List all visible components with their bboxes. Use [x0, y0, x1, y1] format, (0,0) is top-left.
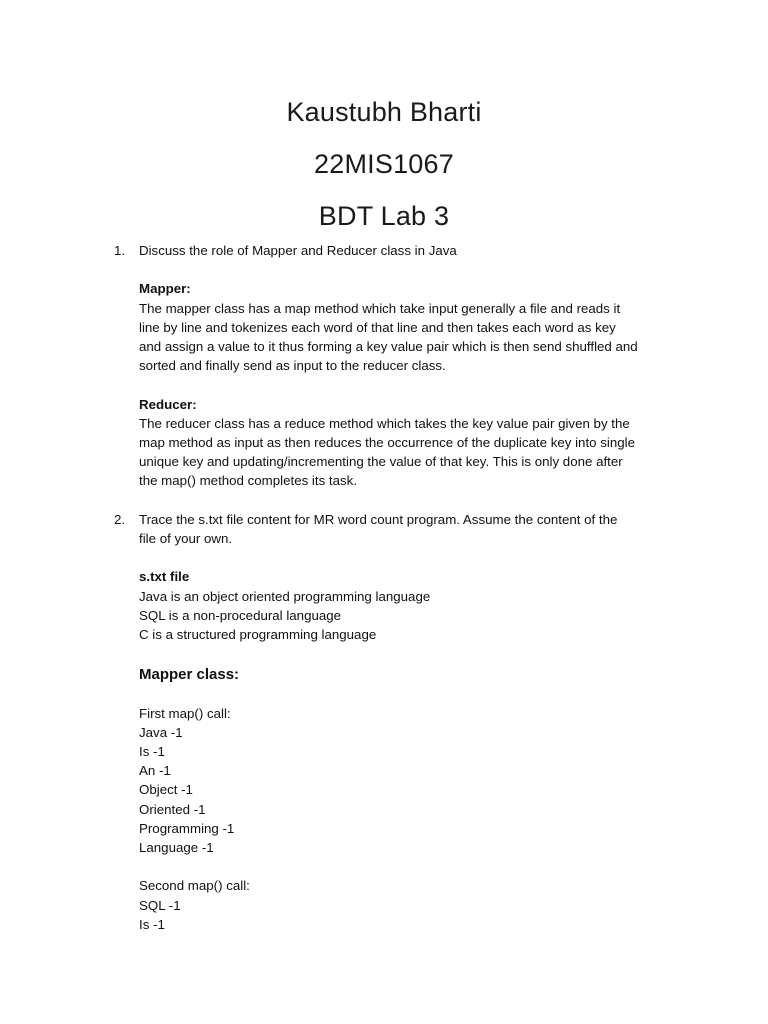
question-2-number: 2. [114, 511, 126, 527]
question-2 [114, 510, 684, 529]
second-map-call-label: Second map() call: [139, 878, 250, 894]
mapper-line-4: sorted and finally send as input to the reducer class. [139, 358, 446, 374]
file-line-3: C is a structured programming language [139, 627, 377, 642]
first-map-call-label: First map() call: [139, 705, 231, 721]
file-heading: s.txt file [139, 569, 190, 585]
document-body [114, 241, 684, 934]
reducer-heading: Reducer: [139, 396, 197, 412]
file-line-1: Java is an object oriented programming language [139, 588, 431, 604]
file-line-2: SQL is a non-procedural language [139, 607, 342, 623]
reducer-line-2: map method as input as then reduces the occurrence of the duplicate key into single [139, 435, 635, 450]
first-call-pair: Java -1 [139, 724, 183, 740]
mapper-line-1: The mapper class has a map method which take input generally a file and reads it [139, 300, 621, 316]
mapper-heading: Mapper: [139, 281, 191, 297]
mapper-class-heading: Mapper class: [139, 666, 240, 684]
question-1-number: 1. [114, 243, 126, 258]
first-call-pair: An -1 [139, 763, 171, 779]
question-2-text-line-1: Trace the s.txt file content for MR word count program. Assume the content of the [139, 511, 618, 527]
mapper-line-3: and assign a value to it thus forming a key value pair which is then send shuffled and [139, 339, 638, 354]
first-call-pair: Object -1 [139, 782, 193, 798]
title-block [0, 86, 768, 242]
first-call-pair: Is -1 [139, 744, 165, 759]
author-name: Kaustubh Bharti [286, 97, 482, 127]
first-call-pair: Programming -1 [139, 820, 235, 836]
registration-number: 22MIS1067 [314, 149, 454, 179]
reducer-line-1: The reducer class has a reduce method which takes the key value pair given by the [139, 415, 630, 431]
mapper-line-2: line by line and tokenizes each word of that line and then takes each word as key [139, 319, 616, 335]
first-call-pair: Oriented -1 [139, 801, 206, 817]
first-call-pair: Language -1 [139, 840, 214, 856]
lab-title: BDT Lab 3 [318, 201, 450, 231]
reducer-line-3: unique key and updating/incrementing the value of that key. This is only done after [139, 454, 623, 470]
second-call-pair: Is -1 [139, 916, 165, 932]
second-call-pair: SQL -1 [139, 897, 181, 913]
question-2-text-line-2: file of your own. [139, 531, 233, 546]
reducer-line-4: the map() method completes its task. [139, 473, 358, 489]
question-1 [114, 241, 684, 260]
question-1-text: Discuss the role of Mapper and Reducer class in Java [139, 243, 457, 258]
